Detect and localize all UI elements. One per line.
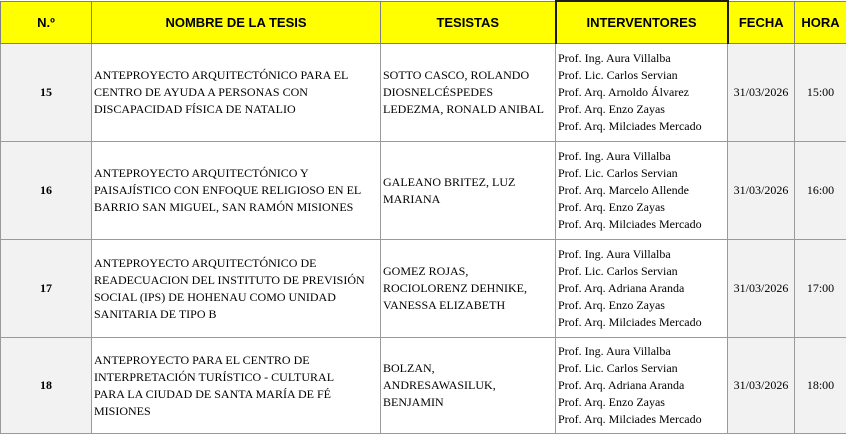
header-num: N.º <box>1 1 92 44</box>
table-row <box>1 338 846 434</box>
thesis-name-line: SOCIAL (IPS) DE HOHENAU COMO UNIDAD <box>94 289 336 304</box>
interventor-name: Prof. Arq. Enzo Zayas <box>558 298 665 312</box>
student-line: SOTTO CASCO, ROLANDO <box>383 68 530 82</box>
interventors-cell <box>556 142 728 240</box>
header-date: FECHA <box>728 1 795 44</box>
interventor-name: Prof. Lic. Carlos Servian <box>558 166 678 180</box>
interventor-name: Prof. Ing. Aura Villalba <box>558 247 671 261</box>
thesis-name-line: SANITARIA DE TIPO B <box>94 306 217 321</box>
date-cell: 31/03/2026 <box>728 240 795 338</box>
thesis-name-line: PAISAJÍSTICO CON ENFOQUE RELIGIOSO EN EL <box>94 183 362 197</box>
student-line: DIOSNELCÉSPEDES <box>383 85 494 99</box>
interventor-name: Prof. Arq. Enzo Zayas <box>558 200 665 214</box>
students-cell <box>381 338 556 434</box>
students-cell <box>381 240 556 338</box>
thesis-name-line: MISIONES <box>94 403 151 418</box>
thesis-name-cell <box>92 142 381 240</box>
interventor-name: Prof. Arq. Milciades Mercado <box>558 119 702 133</box>
student-line: GALEANO BRITEZ, LUZ <box>383 174 516 189</box>
thesis-name-line: INTERPRETACIÓN TURÍSTICO - CULTURAL <box>94 369 335 384</box>
thesis-name-line: READECUACION DEL INSTITUTO DE PREVISIÓN <box>94 272 365 287</box>
thesis-name-line: CENTRO DE AYUDA A PERSONAS CON <box>94 85 308 99</box>
student-line: BENJAMIN <box>383 395 444 409</box>
thesis-name-line: ANTEPROYECTO PARA EL CENTRO DE <box>94 352 310 367</box>
student-line: BOLZAN, <box>383 361 435 375</box>
header-row <box>1 1 846 44</box>
thesis-name-cell <box>92 338 381 434</box>
header-interventors[interactable]: INTERVENTORES <box>556 1 728 44</box>
date-cell: 31/03/2026 <box>728 338 795 434</box>
students-cell <box>381 44 556 142</box>
interventor-name: Prof. Lic. Carlos Servian <box>558 264 678 278</box>
student-line: GOMEZ ROJAS, <box>383 264 469 278</box>
interventor-name: Prof. Ing. Aura Villalba <box>558 344 671 358</box>
interventor-name: Prof. Lic. Carlos Servian <box>558 68 678 82</box>
thesis-name-line: DISCAPACIDAD FÍSICA DE NATALIO <box>94 102 296 116</box>
interventor-name: Prof. Arq. Arnoldo Álvarez <box>558 85 689 99</box>
table-row <box>1 142 846 240</box>
time-cell: 16:00 <box>795 142 846 240</box>
header-time: HORA <box>795 1 846 44</box>
interventor-name: Prof. Arq. Enzo Zayas <box>558 102 665 116</box>
thesis-name-line: PARA LA CIUDAD DE SANTA MARÍA DE FÉ <box>94 386 331 401</box>
student-line: LEDEZMA, RONALD ANIBAL <box>383 102 544 116</box>
student-line: ROCIOLORENZ DEHNIKE, <box>383 281 527 295</box>
time-cell: 17:00 <box>795 240 846 338</box>
time-cell: 15:00 <box>795 44 846 142</box>
student-line: VANESSA ELIZABETH <box>383 298 506 312</box>
thesis-name-line: BARRIO SAN MIGUEL, SAN RAMÓN MISIONES <box>94 200 354 214</box>
header-students: TESISTAS <box>381 1 556 44</box>
interventor-name: Prof. Arq. Milciades Mercado <box>558 315 702 329</box>
interventors-cell <box>556 240 728 338</box>
student-line: MARIANA <box>383 191 441 206</box>
interventor-name: Prof. Ing. Aura Villalba <box>558 149 671 163</box>
row-number: 16 <box>1 142 92 240</box>
time-cell: 18:00 <box>795 338 846 434</box>
row-number: 15 <box>1 44 92 142</box>
table-row <box>1 240 846 338</box>
row-number: 17 <box>1 240 92 338</box>
thesis-name-cell <box>92 240 381 338</box>
interventor-name: Prof. Arq. Adriana Aranda <box>558 378 685 392</box>
thesis-name-cell <box>92 44 381 142</box>
row-number: 18 <box>1 338 92 434</box>
date-cell: 31/03/2026 <box>728 142 795 240</box>
interventors-cell <box>556 44 728 142</box>
interventor-name: Prof. Arq. Milciades Mercado <box>558 412 702 426</box>
thesis-name-line: ANTEPROYECTO ARQUITECTÓNICO PARA EL <box>94 68 349 82</box>
thesis-name-line: ANTEPROYECTO ARQUITECTÓNICO DE <box>94 255 317 270</box>
students-cell <box>381 142 556 240</box>
interventor-name: Prof. Arq. Adriana Aranda <box>558 281 685 295</box>
thesis-name-line: ANTEPROYECTO ARQUITECTÓNICO Y <box>94 166 309 180</box>
interventor-name: Prof. Arq. Enzo Zayas <box>558 395 665 409</box>
interventor-name: Prof. Arq. Marcelo Allende <box>558 183 689 197</box>
interventor-name: Prof. Lic. Carlos Servian <box>558 361 678 375</box>
date-cell: 31/03/2026 <box>728 44 795 142</box>
interventor-name: Prof. Ing. Aura Villalba <box>558 51 671 65</box>
student-line: ANDRESAWASILUK, <box>383 378 496 392</box>
interventor-name: Prof. Arq. Milciades Mercado <box>558 217 702 231</box>
header-thesis-name: NOMBRE DE LA TESIS <box>92 1 381 44</box>
interventors-cell <box>556 338 728 434</box>
table-row <box>1 44 846 142</box>
